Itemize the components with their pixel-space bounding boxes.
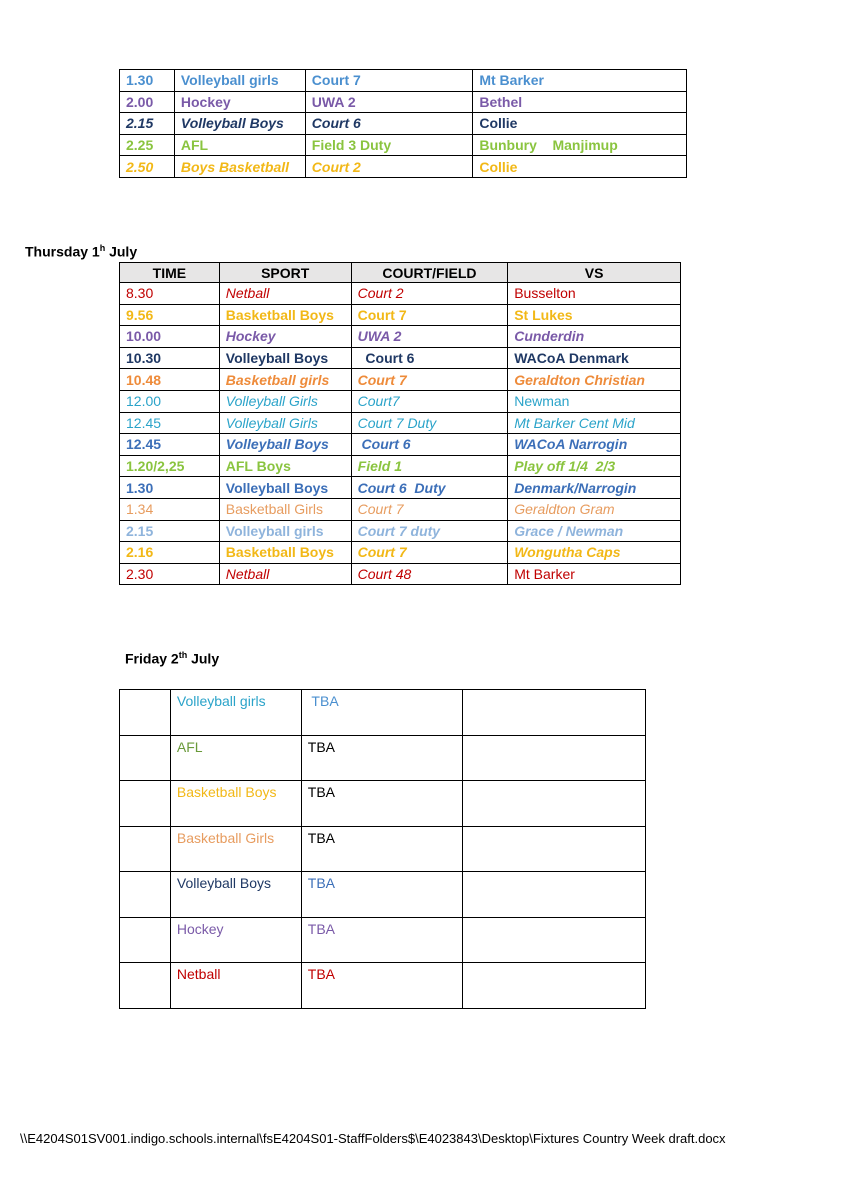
sport-cell: Basketball Girls xyxy=(219,498,351,520)
sport-cell: Volleyball Boys xyxy=(219,477,351,499)
court-cell: TBA xyxy=(301,735,463,781)
time-cell: 1.34 xyxy=(120,498,220,520)
vs-cell: Grace / Newman xyxy=(508,520,681,542)
table-row xyxy=(120,434,681,456)
table-row xyxy=(120,91,687,113)
sport-cell: AFL xyxy=(174,134,305,156)
court-cell: Court7 xyxy=(351,390,508,412)
court-cell: Court 6 xyxy=(305,113,473,135)
header-sport: SPORT xyxy=(219,263,351,283)
sport-cell: Hockey xyxy=(219,326,351,348)
table-row xyxy=(120,520,681,542)
table-row xyxy=(120,735,646,781)
sport-cell: Hockey xyxy=(174,91,305,113)
time-cell: 2.50 xyxy=(120,156,175,178)
court-cell: UWA 2 xyxy=(305,91,473,113)
vs-cell: Bunbury Manjimup xyxy=(473,134,687,156)
court-cell: Court 6 xyxy=(351,434,508,456)
vs-cell: Mt Barker Cent Mid xyxy=(508,412,681,434)
vs-cell: WACoA Denmark xyxy=(508,347,681,369)
header-vs: VS xyxy=(508,263,681,283)
sport-cell: Basketball girls xyxy=(219,369,351,391)
empty-time-cell xyxy=(120,735,171,781)
time-cell: 2.15 xyxy=(120,113,175,135)
table-row xyxy=(120,690,646,736)
sport-cell: Volleyball Boys xyxy=(219,347,351,369)
table-row xyxy=(120,781,646,827)
vs-cell: Mt Barker xyxy=(508,563,681,585)
vs-cell: Wongutha Caps xyxy=(508,542,681,564)
table-row xyxy=(120,70,687,92)
court-cell: TBA xyxy=(301,917,463,963)
sport-cell: Volleyball Girls xyxy=(219,412,351,434)
court-cell: TBA xyxy=(301,690,463,736)
time-cell: 1.30 xyxy=(120,70,175,92)
empty-vs-cell xyxy=(463,826,646,872)
vs-cell: Geraldton Gram xyxy=(508,498,681,520)
vs-cell: St Lukes xyxy=(508,304,681,326)
empty-vs-cell xyxy=(463,735,646,781)
court-cell: Court 7 xyxy=(351,542,508,564)
table-row xyxy=(120,917,646,963)
table-row xyxy=(120,113,687,135)
empty-time-cell xyxy=(120,917,171,963)
sport-cell: Netball xyxy=(170,963,301,1009)
court-cell: Field 1 xyxy=(351,455,508,477)
wednesday-fixtures-table xyxy=(119,69,687,178)
court-cell: Court 7 Duty xyxy=(351,412,508,434)
time-cell: 2.25 xyxy=(120,134,175,156)
court-cell: Field 3 Duty xyxy=(305,134,473,156)
court-cell: Court 7 xyxy=(305,70,473,92)
court-cell: TBA xyxy=(301,872,463,918)
empty-vs-cell xyxy=(463,917,646,963)
document-file-path: \\E4204S01SV001.indigo.schools.internal\fsE4204S01-StaffFolders$\E4023843\Desktop\Fixtures Country Week draft.docx xyxy=(20,1131,726,1146)
sport-cell: Basketball Boys xyxy=(170,781,301,827)
sport-cell: AFL Boys xyxy=(219,455,351,477)
empty-time-cell xyxy=(120,963,171,1009)
time-cell: 2.15 xyxy=(120,520,220,542)
empty-time-cell xyxy=(120,872,171,918)
table-row xyxy=(120,156,687,178)
sport-cell: Basketball Boys xyxy=(219,304,351,326)
table-row xyxy=(120,304,681,326)
sport-cell: Volleyball Boys xyxy=(170,872,301,918)
table-row xyxy=(120,134,687,156)
table-row xyxy=(120,326,681,348)
sport-cell: Hockey xyxy=(170,917,301,963)
empty-vs-cell xyxy=(463,872,646,918)
vs-cell: Collie xyxy=(473,156,687,178)
court-cell: Court 7 duty xyxy=(351,520,508,542)
sport-cell: Volleyball Girls xyxy=(219,390,351,412)
empty-vs-cell xyxy=(463,690,646,736)
sport-cell: Netball xyxy=(219,283,351,305)
empty-time-cell xyxy=(120,690,171,736)
sport-cell: Netball xyxy=(219,563,351,585)
court-cell: Court 7 xyxy=(351,369,508,391)
court-cell: UWA 2 xyxy=(351,326,508,348)
friday-heading: Friday 2th July xyxy=(125,650,220,667)
table-row xyxy=(120,390,681,412)
time-cell: 1.30 xyxy=(120,477,220,499)
table-row xyxy=(120,477,681,499)
time-cell: 10.00 xyxy=(120,326,220,348)
vs-cell: Geraldton Christian xyxy=(508,369,681,391)
time-cell: 2.00 xyxy=(120,91,175,113)
court-cell: Court 7 xyxy=(351,304,508,326)
time-cell: 1.20/2,25 xyxy=(120,455,220,477)
header-court-field: COURT/FIELD xyxy=(351,263,508,283)
vs-cell: Play off 1/4 2/3 xyxy=(508,455,681,477)
sport-cell: Basketball Boys xyxy=(219,542,351,564)
time-cell: 12.00 xyxy=(120,390,220,412)
sport-cell: Volleyball girls xyxy=(174,70,305,92)
vs-cell: Cunderdin xyxy=(508,326,681,348)
thursday-fixtures-table xyxy=(119,262,681,585)
table-row xyxy=(120,369,681,391)
time-cell: 2.30 xyxy=(120,563,220,585)
vs-cell: Newman xyxy=(508,390,681,412)
table-row xyxy=(120,563,681,585)
sport-cell: Basketball Girls xyxy=(170,826,301,872)
sport-cell: Boys Basketball xyxy=(174,156,305,178)
court-cell: Court 2 xyxy=(305,156,473,178)
table-row xyxy=(120,963,646,1009)
vs-cell: Denmark/Narrogin xyxy=(508,477,681,499)
court-cell: Court 6 xyxy=(351,347,508,369)
table-row xyxy=(120,455,681,477)
vs-cell: Mt Barker xyxy=(473,70,687,92)
court-cell: Court 48 xyxy=(351,563,508,585)
sport-cell: Volleyball girls xyxy=(170,690,301,736)
thursday-heading: Thursday 1$^h$ July xyxy=(25,243,138,260)
header-time: TIME xyxy=(120,263,220,283)
table-row xyxy=(120,283,681,305)
court-cell: Court 2 xyxy=(351,283,508,305)
vs-cell: Busselton xyxy=(508,283,681,305)
time-cell: 2.16 xyxy=(120,542,220,564)
sport-cell: Volleyball Boys xyxy=(219,434,351,456)
empty-time-cell xyxy=(120,826,171,872)
sport-cell: AFL xyxy=(170,735,301,781)
table-row xyxy=(120,498,681,520)
empty-vs-cell xyxy=(463,781,646,827)
time-cell: 12.45 xyxy=(120,412,220,434)
time-cell: 10.48 xyxy=(120,369,220,391)
vs-cell: Bethel xyxy=(473,91,687,113)
table-header-row xyxy=(120,263,681,283)
court-cell: TBA xyxy=(301,826,463,872)
table-row xyxy=(120,347,681,369)
sport-cell: Volleyball Boys xyxy=(174,113,305,135)
sport-cell: Volleyball girls xyxy=(219,520,351,542)
table-row xyxy=(120,826,646,872)
time-cell: 8.30 xyxy=(120,283,220,305)
empty-time-cell xyxy=(120,781,171,827)
table-row xyxy=(120,542,681,564)
friday-fixtures-table xyxy=(119,689,646,1009)
time-cell: 9.56 xyxy=(120,304,220,326)
time-cell: 12.45 xyxy=(120,434,220,456)
time-cell: 10.30 xyxy=(120,347,220,369)
table-row xyxy=(120,872,646,918)
table-row xyxy=(120,412,681,434)
court-cell: TBA xyxy=(301,963,463,1009)
vs-cell: WACoA Narrogin xyxy=(508,434,681,456)
court-cell: Court 6 Duty xyxy=(351,477,508,499)
court-cell: Court 7 xyxy=(351,498,508,520)
empty-vs-cell xyxy=(463,963,646,1009)
vs-cell: Collie xyxy=(473,113,687,135)
court-cell: TBA xyxy=(301,781,463,827)
